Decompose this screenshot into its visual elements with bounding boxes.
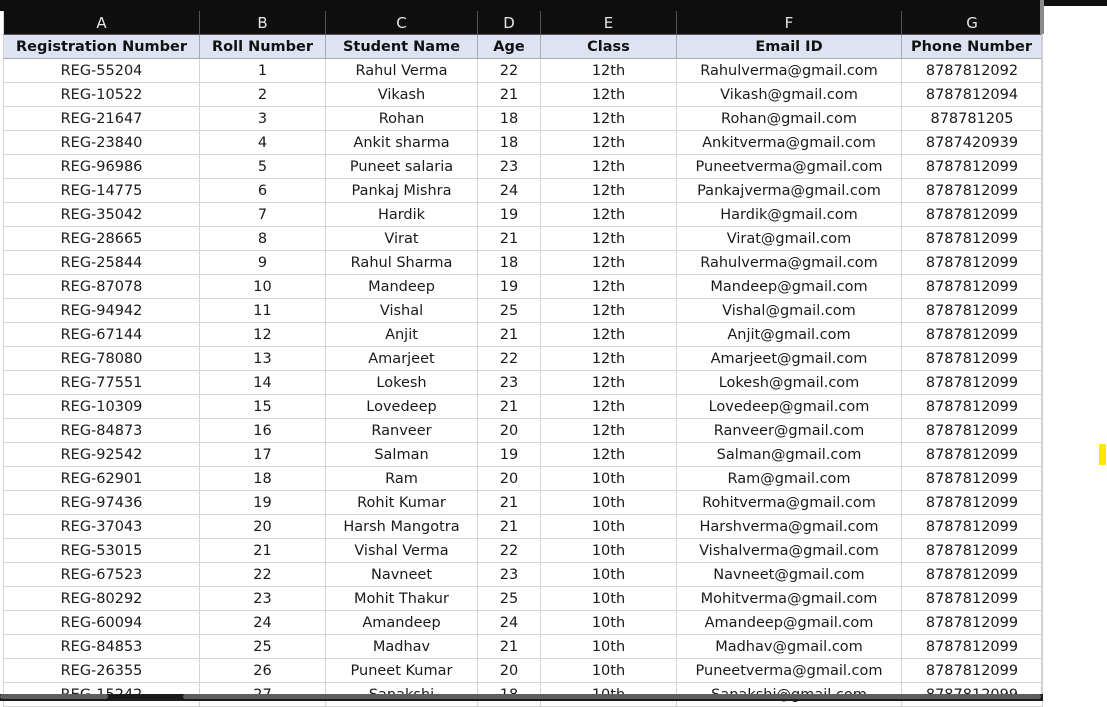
cell-student-name[interactable]: Rahul Sharma [326,251,478,275]
horizontal-scrollbar-thumb[interactable] [183,694,1041,699]
cell-phone-number[interactable]: 8787812099 [902,227,1043,251]
table-row [3,251,1043,275]
cell-registration-number[interactable]: REG-92542 [3,443,200,467]
cell-email-id[interactable]: Puneetverma@gmail.com [677,659,902,683]
cell-phone-number[interactable]: 8787812099 [902,179,1043,203]
table-row [3,539,1043,563]
cell-phone-number[interactable]: 8787812099 [902,443,1043,467]
cell-roll-number[interactable]: 23 [200,587,326,611]
cell-roll-number[interactable]: 18 [200,467,326,491]
cell-student-name[interactable]: Harsh Mangotra [326,515,478,539]
cell-roll-number[interactable]: 20 [200,515,326,539]
table-row [3,563,1043,587]
cell-class[interactable]: 10th [541,539,677,563]
column-header-d[interactable]: D [478,11,541,35]
table-row [3,419,1043,443]
cell-roll-number[interactable]: 19 [200,491,326,515]
cell-class[interactable]: 12th [541,323,677,347]
cell-email-id[interactable]: Mandeep@gmail.com [677,275,902,299]
cell-class[interactable]: 10th [541,563,677,587]
cell-roll-number[interactable]: 15 [200,395,326,419]
cell-student-name[interactable]: Lokesh [326,371,478,395]
cell-registration-number[interactable]: REG-60094 [3,611,200,635]
cell-class[interactable]: 12th [541,107,677,131]
cell-student-name[interactable]: Mohit Thakur [326,587,478,611]
table-row [3,107,1043,131]
cell-roll-number[interactable]: 11 [200,299,326,323]
table-row [3,635,1043,659]
cell-class[interactable]: 10th [541,515,677,539]
table-row [3,347,1043,371]
cell-roll-number[interactable]: 17 [200,443,326,467]
table-header-row [3,35,1043,59]
cell-student-name[interactable]: Hardik [326,203,478,227]
cell-student-name[interactable]: Navneet [326,563,478,587]
cell-student-name[interactable]: Ankit sharma [326,131,478,155]
cell-roll-number[interactable]: 7 [200,203,326,227]
cell-class[interactable]: 12th [541,155,677,179]
table-row [3,299,1043,323]
column-header-g[interactable]: G [902,11,1043,35]
cell-email-id[interactable]: Puneetverma@gmail.com [677,155,902,179]
cell-roll-number[interactable]: 13 [200,347,326,371]
header-age[interactable]: Age [478,35,541,59]
cell-phone-number[interactable]: 878781205 [902,107,1043,131]
cell-roll-number[interactable]: 6 [200,179,326,203]
cell-phone-number[interactable]: 8787812099 [902,659,1043,683]
cell-age[interactable]: 19 [478,203,541,227]
cell-roll-number[interactable]: 5 [200,155,326,179]
cell-phone-number[interactable]: 8787812099 [902,491,1043,515]
header-phone-number[interactable]: Phone Number [902,35,1043,59]
cell-class[interactable]: 12th [541,443,677,467]
cell-class[interactable]: 12th [541,347,677,371]
cell-email-id[interactable]: Lokesh@gmail.com [677,371,902,395]
window-top-bar [0,0,1043,11]
cell-phone-number[interactable]: 8787812099 [902,635,1043,659]
cell-roll-number[interactable]: 3 [200,107,326,131]
cell-age[interactable]: 24 [478,611,541,635]
cell-roll-number[interactable]: 26 [200,659,326,683]
spreadsheet-grid [3,11,1043,707]
table-row [3,227,1043,251]
header-registration-number[interactable]: Registration Number [3,35,200,59]
cell-phone-number[interactable]: 8787812099 [902,323,1043,347]
column-header-a[interactable]: A [3,11,200,35]
cell-registration-number[interactable]: REG-84853 [3,635,200,659]
cell-class[interactable]: 12th [541,59,677,83]
cell-email-id[interactable]: Lovedeep@gmail.com [677,395,902,419]
cell-registration-number[interactable]: REG-80292 [3,587,200,611]
table-row [3,491,1043,515]
cell-roll-number[interactable]: 21 [200,539,326,563]
cell-class[interactable]: 12th [541,299,677,323]
cell-registration-number[interactable]: REG-97436 [3,491,200,515]
cell-phone-number[interactable]: 8787812099 [902,587,1043,611]
cell-class[interactable]: 12th [541,227,677,251]
table-row [3,131,1043,155]
cell-class[interactable]: 10th [541,635,677,659]
cell-student-name[interactable]: Amandeep [326,611,478,635]
cell-email-id[interactable]: Ankitverma@gmail.com [677,131,902,155]
cell-student-name[interactable]: Ranveer [326,419,478,443]
cell-class[interactable]: 12th [541,203,677,227]
cell-age[interactable]: 20 [478,659,541,683]
cell-age[interactable]: 21 [478,395,541,419]
table-row [3,179,1043,203]
cell-phone-number[interactable]: 8787812092 [902,59,1043,83]
cell-student-name[interactable]: Puneet Kumar [326,659,478,683]
cell-phone-number[interactable]: 8787812099 [902,155,1043,179]
cell-student-name[interactable]: Ram [326,467,478,491]
cell-registration-number[interactable]: REG-96986 [3,155,200,179]
cell-age[interactable]: 23 [478,371,541,395]
cell-registration-number[interactable]: REG-14775 [3,179,200,203]
cell-email-id[interactable]: Amarjeet@gmail.com [677,347,902,371]
column-letters-row [3,11,1043,35]
cell-class[interactable]: 12th [541,251,677,275]
table-row [3,323,1043,347]
cell-phone-number[interactable]: 8787812099 [902,515,1043,539]
cell-student-name[interactable]: Rohan [326,107,478,131]
table-row [3,371,1043,395]
cell-roll-number[interactable]: 24 [200,611,326,635]
cell-class[interactable]: 10th [541,659,677,683]
cell-registration-number[interactable]: REG-28665 [3,227,200,251]
cell-phone-number[interactable]: 8787812099 [902,275,1043,299]
cell-email-id[interactable]: Rahulverma@gmail.com [677,251,902,275]
table-row [3,203,1043,227]
cell-age[interactable]: 25 [478,587,541,611]
cell-class[interactable]: 12th [541,83,677,107]
cell-phone-number[interactable]: 8787812094 [902,83,1043,107]
cell-phone-number[interactable]: 8787812099 [902,251,1043,275]
column-header-f[interactable]: F [677,11,902,35]
cell-class[interactable]: 12th [541,395,677,419]
cell-registration-number[interactable]: REG-37043 [3,515,200,539]
cell-registration-number[interactable]: REG-23840 [3,131,200,155]
cell-roll-number[interactable]: 25 [200,635,326,659]
cell-student-name[interactable]: Madhav [326,635,478,659]
table-row [3,587,1043,611]
cell-student-name[interactable]: Vishal Verma [326,539,478,563]
cell-class[interactable]: 10th [541,587,677,611]
cell-registration-number[interactable]: REG-21647 [3,107,200,131]
cell-registration-number[interactable]: REG-55204 [3,59,200,83]
cell-age[interactable]: 21 [478,635,541,659]
cell-roll-number[interactable]: 14 [200,371,326,395]
header-roll-number[interactable]: Roll Number [200,35,326,59]
cell-student-name[interactable]: Virat [326,227,478,251]
horizontal-scrollbar-segment[interactable] [0,694,108,699]
cell-age[interactable]: 21 [478,491,541,515]
cell-age[interactable]: 23 [478,563,541,587]
cell-class[interactable]: 12th [541,131,677,155]
cell-roll-number[interactable]: 2 [200,83,326,107]
cell-student-name[interactable]: Vishal [326,299,478,323]
cell-registration-number[interactable]: REG-26355 [3,659,200,683]
cell-registration-number[interactable]: REG-84873 [3,419,200,443]
cell-age[interactable]: 21 [478,83,541,107]
cell-student-name[interactable]: Rohit Kumar [326,491,478,515]
cell-student-name[interactable]: Salman [326,443,478,467]
table-row [3,275,1043,299]
cell-age[interactable]: 21 [478,227,541,251]
table-row [3,155,1043,179]
table-row [3,659,1043,683]
header-email-id[interactable]: Email ID [677,35,902,59]
cell-email-id[interactable]: Navneet@gmail.com [677,563,902,587]
cell-age[interactable]: 20 [478,467,541,491]
cell-age[interactable]: 19 [478,443,541,467]
vertical-scrollbar-thumb[interactable] [1040,0,1044,34]
table-row [3,467,1043,491]
cell-registration-number[interactable]: REG-10522 [3,83,200,107]
cell-email-id[interactable]: Mohitverma@gmail.com [677,587,902,611]
cell-roll-number[interactable]: 1 [200,59,326,83]
cell-email-id[interactable]: Hardik@gmail.com [677,203,902,227]
cell-phone-number[interactable]: 8787812099 [902,467,1043,491]
window-top-corner [1043,0,1107,6]
cell-registration-number[interactable]: REG-94942 [3,299,200,323]
cell-phone-number[interactable]: 8787812099 [902,347,1043,371]
cell-class[interactable]: 12th [541,275,677,299]
cell-registration-number[interactable]: REG-25844 [3,251,200,275]
table-row [3,59,1043,83]
cell-class[interactable]: 12th [541,179,677,203]
header-student-name[interactable]: Student Name [326,35,478,59]
cell-email-id[interactable]: Harshverma@gmail.com [677,515,902,539]
cell-age[interactable]: 24 [478,179,541,203]
cell-student-name[interactable]: Pankaj Mishra [326,179,478,203]
cell-age[interactable]: 22 [478,347,541,371]
cell-email-id[interactable]: Madhav@gmail.com [677,635,902,659]
cell-email-id[interactable]: Rohitverma@gmail.com [677,491,902,515]
cell-email-id[interactable]: Amandeep@gmail.com [677,611,902,635]
cell-roll-number[interactable]: 4 [200,131,326,155]
table-row [3,395,1043,419]
cell-registration-number[interactable]: REG-53015 [3,539,200,563]
cell-phone-number[interactable]: 8787812099 [902,395,1043,419]
table-row [3,443,1043,467]
cell-email-id[interactable]: Vikash@gmail.com [677,83,902,107]
cell-registration-number[interactable]: REG-10309 [3,395,200,419]
cell-age[interactable]: 21 [478,515,541,539]
cell-registration-number[interactable]: REG-67144 [3,323,200,347]
cell-student-name[interactable]: Vikash [326,83,478,107]
table-row [3,611,1043,635]
cell-age[interactable]: 22 [478,59,541,83]
cell-class[interactable]: 10th [541,467,677,491]
cell-registration-number[interactable]: REG-87078 [3,275,200,299]
cell-phone-number[interactable]: 8787812099 [902,299,1043,323]
cell-roll-number[interactable]: 12 [200,323,326,347]
cell-phone-number[interactable]: 8787812099 [902,203,1043,227]
cell-class[interactable]: 10th [541,611,677,635]
column-header-b[interactable]: B [200,11,326,35]
cell-email-id[interactable]: Rahulverma@gmail.com [677,59,902,83]
cell-email-id[interactable]: Ram@gmail.com [677,467,902,491]
cell-email-id[interactable]: Anjit@gmail.com [677,323,902,347]
cell-student-name[interactable]: Puneet salaria [326,155,478,179]
cell-roll-number[interactable]: 10 [200,275,326,299]
cell-age[interactable]: 18 [478,131,541,155]
cell-age[interactable]: 21 [478,323,541,347]
cell-student-name[interactable]: Lovedeep [326,395,478,419]
cell-age[interactable]: 20 [478,419,541,443]
cell-age[interactable]: 22 [478,539,541,563]
cell-age[interactable]: 18 [478,107,541,131]
table-row [3,515,1043,539]
cell-phone-number[interactable]: 8787420939 [902,131,1043,155]
column-header-e[interactable]: E [541,11,677,35]
cell-student-name[interactable]: Rahul Verma [326,59,478,83]
cell-age[interactable]: 25 [478,299,541,323]
cell-phone-number[interactable]: 8787812099 [902,611,1043,635]
cell-roll-number[interactable]: 22 [200,563,326,587]
cell-roll-number[interactable]: 9 [200,251,326,275]
cell-class[interactable]: 12th [541,419,677,443]
cursor-marker [1099,444,1106,465]
table-row [3,83,1043,107]
header-class[interactable]: Class [541,35,677,59]
cell-email-id[interactable]: Virat@gmail.com [677,227,902,251]
cell-age[interactable]: 18 [478,251,541,275]
cell-registration-number[interactable]: REG-78080 [3,347,200,371]
cell-email-id[interactable]: Rohan@gmail.com [677,107,902,131]
cell-roll-number[interactable]: 8 [200,227,326,251]
cell-phone-number[interactable]: 8787812099 [902,539,1043,563]
cell-registration-number[interactable]: REG-77551 [3,371,200,395]
cell-roll-number[interactable]: 16 [200,419,326,443]
cell-email-id[interactable]: Vishal@gmail.com [677,299,902,323]
cell-class[interactable]: 12th [541,371,677,395]
table-body [3,59,1043,707]
cell-phone-number[interactable]: 8787812099 [902,563,1043,587]
cell-email-id[interactable]: Pankajverma@gmail.com [677,179,902,203]
cell-phone-number[interactable]: 8787812099 [902,371,1043,395]
cell-class[interactable]: 10th [541,491,677,515]
cell-student-name[interactable]: Anjit [326,323,478,347]
cell-email-id[interactable]: Vishalverma@gmail.com [677,539,902,563]
cell-student-name[interactable]: Mandeep [326,275,478,299]
cell-email-id[interactable]: Ranveer@gmail.com [677,419,902,443]
cell-age[interactable]: 19 [478,275,541,299]
cell-registration-number[interactable]: REG-67523 [3,563,200,587]
cell-email-id[interactable]: Salman@gmail.com [677,443,902,467]
cell-registration-number[interactable]: REG-35042 [3,203,200,227]
cell-phone-number[interactable]: 8787812099 [902,419,1043,443]
cell-age[interactable]: 23 [478,155,541,179]
cell-registration-number[interactable]: REG-62901 [3,467,200,491]
column-header-c[interactable]: C [326,11,478,35]
cell-student-name[interactable]: Amarjeet [326,347,478,371]
grid-right-border [1041,11,1043,701]
